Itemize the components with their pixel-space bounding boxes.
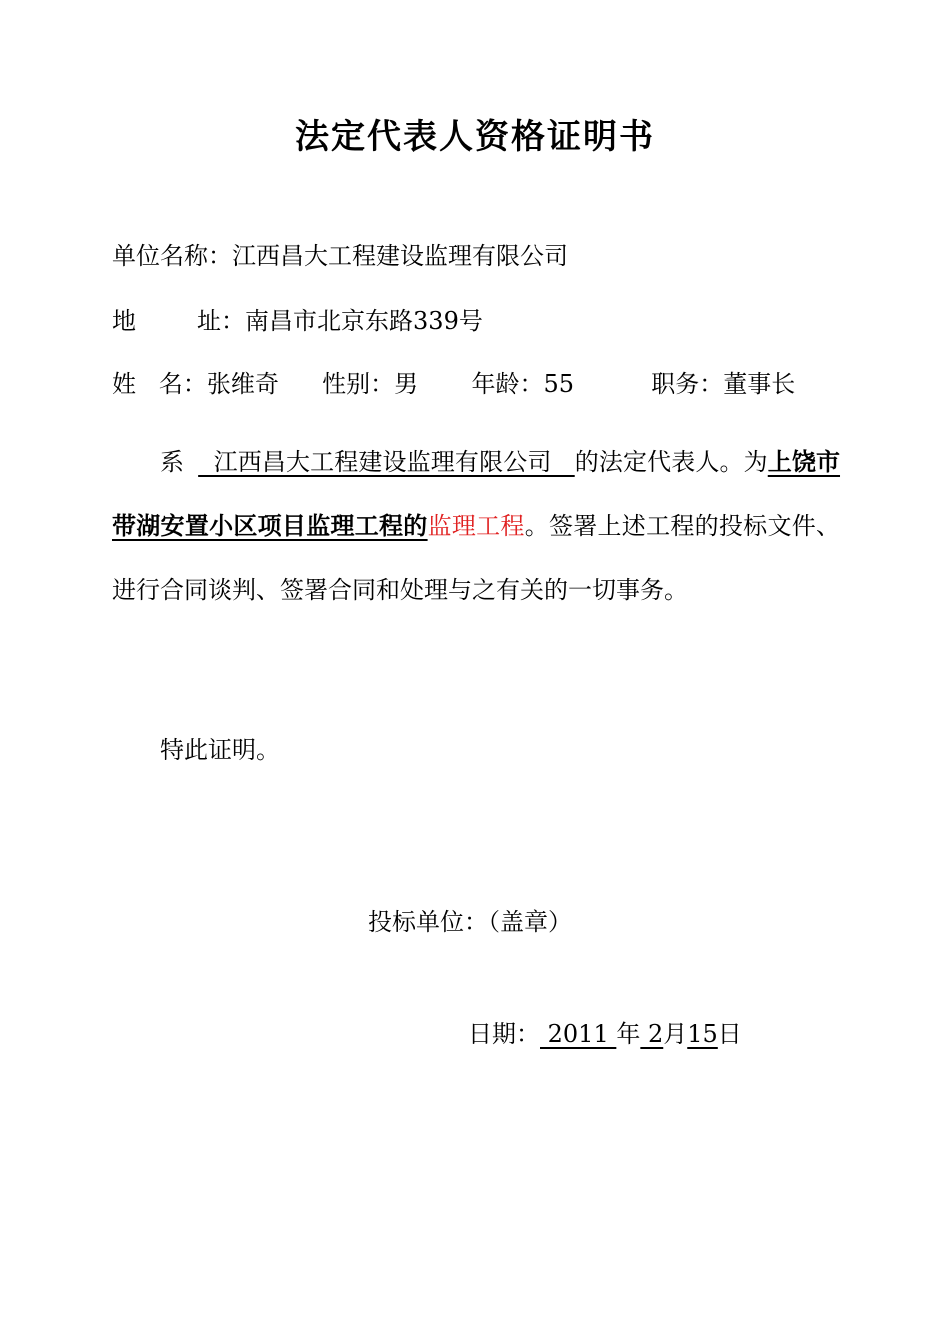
- closing-text: 特此证明。: [160, 736, 280, 764]
- document-title: 法定代表人资格证明书: [295, 117, 655, 157]
- person-line: [112, 366, 795, 402]
- statement-prefix: 系: [160, 448, 185, 476]
- statement-company: 江西昌大工程建设监理有限公司: [198, 448, 575, 476]
- bidder-label: 投标单位：: [368, 908, 488, 936]
- statement-suffix: 。签署上述工程的投标文件、进行合同谈判、签署合同和处理与之有关的一切事务。: [112, 512, 841, 604]
- date-line: [468, 1016, 742, 1052]
- statement-work-type: 监理工程: [427, 512, 525, 540]
- unit-value: 江西昌大工程建设监理有限公司: [232, 242, 568, 270]
- position-value: 董事长: [723, 370, 796, 398]
- bidder-line: [368, 904, 572, 940]
- name-label: 姓 名：: [112, 370, 207, 398]
- address-value: 南昌市北京东路339号: [245, 307, 483, 335]
- age-value: 55: [543, 370, 574, 398]
- unit-label: 单位名称：: [112, 242, 232, 270]
- bidder-seal: （盖章）: [488, 908, 572, 936]
- statement-paragraph: [112, 430, 840, 622]
- name-value: 张维奇: [206, 370, 279, 398]
- date-year: 2011: [540, 1020, 617, 1048]
- date-day: 15: [687, 1020, 718, 1048]
- statement-mid: 的法定代表人。为: [574, 448, 768, 476]
- date-month-unit: 月: [663, 1020, 688, 1048]
- address-line: [112, 303, 483, 339]
- gender-label: 性别：: [322, 370, 395, 398]
- age-label: 年龄：: [471, 370, 544, 398]
- statement-project: 上饶市带湖安置小区项目监理工程的: [112, 447, 841, 540]
- date-month: 2: [640, 1020, 664, 1048]
- date-day-unit: 日: [717, 1020, 742, 1048]
- date-label: 日期：: [468, 1020, 540, 1048]
- unit-line: [112, 238, 568, 274]
- address-label: 地 址：: [112, 307, 246, 335]
- position-label: 职务：: [651, 370, 724, 398]
- date-year-unit: 年: [616, 1020, 641, 1048]
- gender-value: 男: [394, 370, 419, 398]
